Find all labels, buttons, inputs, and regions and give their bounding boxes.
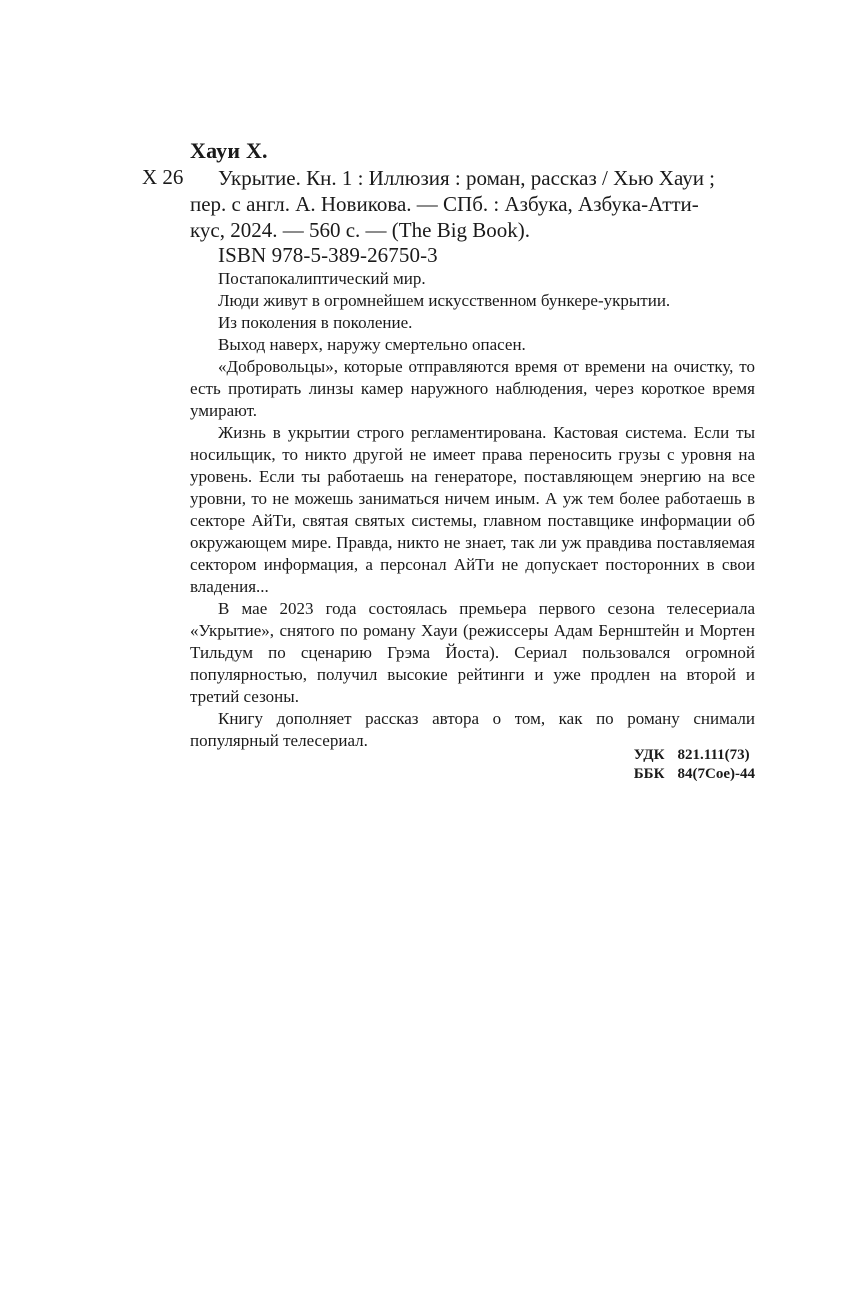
- author-index-code: Х 26: [142, 165, 184, 189]
- annotation-paragraph: Жизнь в укрытии строго регламентирована. Кастовая система. Если ты носильщик, то никто другой не имеет права переносить грузы с уровня на уровень. Если ты работаешь на генераторе, поставляющем энергию на все уровни, то не можешь заниматься ничем иным. А уж тем более работаешь в секторе АйТи, святая святых системы, главном поставщике информации об окружающем мире. Правда, никто не знает, так ли уж правдива поставляемая сектором информация, а персонал АйТи не допускает посторонних в свои владения...: [190, 423, 755, 596]
- annotation-paragraph: Книгу дополняет рассказ автора о том, как по роману снимали популярный телесериал.: [190, 709, 755, 750]
- annotation-paragraph: В мае 2023 года состоялась премьера первого сезона телесериала «Укрытие», снятого по роману Хауи (режиссеры Адам Бернштейн и Мортен Тильдум по сценарию Грэма Йоста). Сериал пользовался огромной популярностью, получил высокие рейтинги и уже продлен на второй и третий сезоны.: [190, 599, 755, 706]
- annotation-paragraph: Из поколения в поколение.: [218, 313, 413, 332]
- bbk-label: ББК: [633, 766, 665, 782]
- bbk-value: 84(7Сое)-44: [677, 766, 755, 782]
- biblio-line: Укрытие. Кн. 1 : Иллюзия : роман, рассказ / Хью Хауи ;: [218, 166, 716, 190]
- bibliographic-description: [190, 165, 755, 243]
- udk-value: 821.111(73): [677, 747, 750, 763]
- udk-row: [634, 746, 755, 765]
- annotation-paragraph: «Добровольцы», которые отправляются время от времени на очистку, то есть протирать линзы камер наружного наблюдения, через короткое время умирают.: [190, 357, 755, 420]
- bbk-row: [634, 765, 755, 784]
- biblio-line: пер. с англ. А. Новикова. — СПб. : Азбука, Азбука-Атти-: [190, 192, 699, 216]
- annotation-paragraph: Постапокалиптический мир.: [218, 269, 426, 288]
- classification-codes: [634, 746, 755, 784]
- author-heading: Хауи Х.: [190, 138, 268, 163]
- annotation-paragraph: Люди живут в огромнейшем искусственном бункере-укрытии.: [218, 291, 671, 310]
- annotation: [190, 268, 755, 752]
- annotation-paragraph: Выход наверх, наружу смертельно опасен.: [218, 335, 526, 354]
- isbn: ISBN 978-5-389-26750-3: [218, 243, 438, 267]
- biblio-line: кус, 2024. — 560 с. — (The Big Book).: [190, 218, 531, 242]
- udk-label: УДК: [633, 747, 665, 763]
